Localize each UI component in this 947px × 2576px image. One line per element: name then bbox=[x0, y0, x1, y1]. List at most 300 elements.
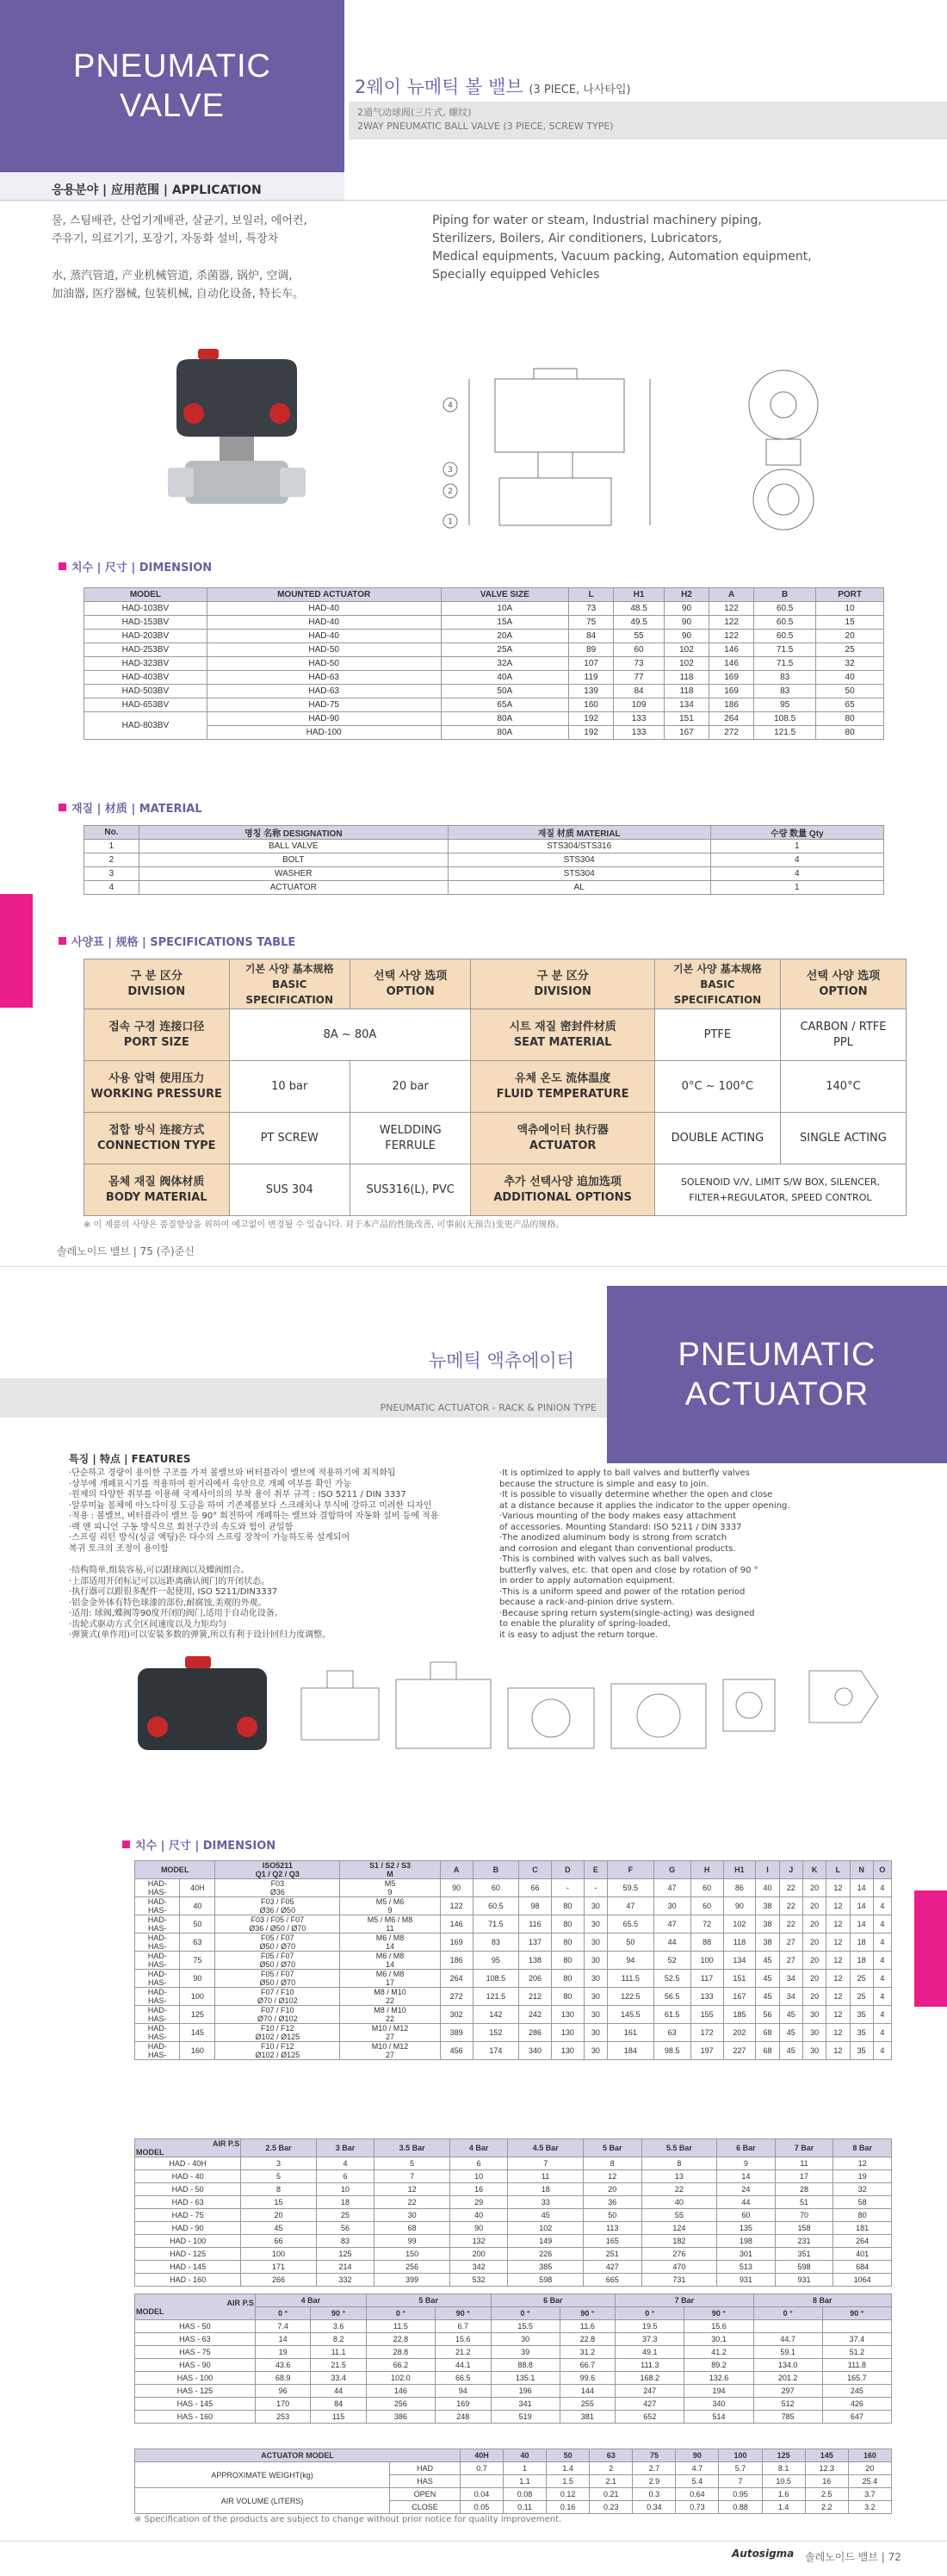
table-cell: 145 bbox=[180, 2024, 215, 2042]
feature-line: ·원제의 다양한 취부를 이용해 국제사이의의 부착 용이 취부 규격 : ISO 5211 / DIN 3337 bbox=[69, 1490, 406, 1499]
table-cell: F05 / F07 Ø50 / Ø70 bbox=[215, 1952, 340, 1970]
table-cell: 5 bbox=[241, 2170, 317, 2183]
table-cell: 40 bbox=[816, 671, 884, 685]
table-cell: 90 bbox=[664, 602, 709, 616]
table-cell: 60.5 bbox=[754, 616, 816, 630]
table-row bbox=[84, 643, 884, 657]
table-cell: 49.1 bbox=[616, 2346, 684, 2359]
column-header: 90 ° bbox=[684, 2307, 753, 2320]
callout-2: 2 bbox=[448, 487, 453, 496]
table-cell: 80 bbox=[551, 1934, 584, 1952]
table-cell: 1.4 bbox=[762, 2501, 805, 2514]
table-cell: HAD-203BV bbox=[84, 630, 207, 643]
table-cell: 1 bbox=[710, 840, 883, 853]
table-cell: 30 bbox=[584, 2006, 607, 2024]
spec-seat-option: CARBON / RTFE PPL bbox=[780, 1009, 906, 1061]
table-row bbox=[135, 2398, 892, 2411]
title-sub: (3 PIECE, 나사타입) bbox=[529, 84, 631, 96]
table-cell: 80 bbox=[551, 1970, 584, 1988]
table-cell: HAS - 100 bbox=[135, 2372, 256, 2385]
app-cn-line: 加油器, 医疗器械, 包装机械, 自动化设备, 特长车。 bbox=[52, 288, 305, 301]
table-cell: 71.5 bbox=[754, 643, 816, 657]
table-cell: 6 bbox=[316, 2170, 374, 2183]
table-cell: 155 bbox=[690, 2006, 723, 2024]
column-header: A bbox=[440, 1861, 473, 1879]
table-cell: 251 bbox=[583, 2248, 641, 2261]
table-cell: 33.4 bbox=[311, 2372, 366, 2385]
table-cell: 2.9 bbox=[633, 2475, 676, 2488]
application-heading: 응용분야 | 应用范围 | APPLICATION bbox=[52, 183, 262, 197]
feature-line: ·It is optimized to apply to ball valves and butterfly valves bbox=[499, 1468, 750, 1478]
table-cell: 20 bbox=[802, 1934, 826, 1952]
table-cell: 94 bbox=[608, 1952, 654, 1970]
table-cell: 20 bbox=[802, 1970, 826, 1988]
table-cell: 514 bbox=[684, 2411, 753, 2424]
table-cell: 22.8 bbox=[366, 2333, 435, 2346]
table-cell: BALL VALVE bbox=[139, 840, 448, 853]
table-cell: 194 bbox=[684, 2385, 753, 2398]
table-cell: 94 bbox=[436, 2385, 491, 2398]
table-cell: 513 bbox=[717, 2261, 776, 2274]
spec-conn-option: WELDDING FERRULE bbox=[350, 1113, 470, 1164]
spec-act-basic: DOUBLE ACTING bbox=[654, 1113, 780, 1164]
table-cell: 80 bbox=[551, 1897, 584, 1915]
table-cell: 121.5 bbox=[754, 726, 816, 740]
table-cell: 20 bbox=[816, 630, 884, 643]
table-cell: 45 bbox=[756, 1952, 779, 1970]
table-cell: 25 bbox=[850, 1970, 873, 1988]
actuator-dimension-heading bbox=[122, 1836, 275, 1853]
table-cell: 99 bbox=[374, 2235, 450, 2248]
table-cell: 4 bbox=[873, 2006, 891, 2024]
app-kr-line: 주유기, 의료기기, 포장기, 자동화 설비, 특장차 bbox=[52, 233, 279, 245]
table-row bbox=[84, 698, 884, 712]
table-cell: 60 bbox=[717, 2209, 776, 2222]
table-cell: 214 bbox=[316, 2261, 374, 2274]
table-cell: 134 bbox=[723, 1952, 756, 1970]
table-cell: 253 bbox=[255, 2411, 310, 2424]
feature-line: ·The anodized aluminum body is strong from scratch bbox=[499, 1533, 727, 1542]
table-cell: 2 bbox=[590, 2462, 633, 2475]
features-cn bbox=[69, 1566, 448, 1642]
table-cell: 161 bbox=[608, 2024, 654, 2042]
table-cell bbox=[753, 2320, 822, 2333]
table-cell: HAD - 145 bbox=[135, 2261, 241, 2274]
table-cell: 0.3 bbox=[633, 2488, 676, 2501]
table-header-row bbox=[84, 588, 884, 602]
table-cell: 60.5 bbox=[754, 602, 816, 616]
table-cell: 12 bbox=[826, 2042, 850, 2060]
table-cell: 11.1 bbox=[311, 2346, 366, 2359]
table-cell: 167 bbox=[723, 1988, 756, 2006]
table-cell: 29 bbox=[449, 2196, 508, 2209]
column-header: O bbox=[873, 1861, 891, 1879]
feature-line: ·Because spring return system(single-acting) was designed bbox=[499, 1608, 755, 1618]
table-cell: 44 bbox=[717, 2196, 776, 2209]
table-cell: 44.1 bbox=[436, 2359, 491, 2372]
column-header: N bbox=[850, 1861, 873, 1879]
table-row bbox=[84, 840, 884, 853]
table-cell: STS304 bbox=[448, 853, 710, 867]
table-cell: 142 bbox=[473, 2006, 519, 2024]
callout-4: 4 bbox=[448, 401, 453, 410]
table-cell: 90 bbox=[664, 630, 709, 643]
feature-line: ·结构简单,组装容易,可以跟球阀以及蝶阀组合。 bbox=[69, 1566, 250, 1575]
table-cell: 301 bbox=[717, 2248, 776, 2261]
table-cell: 598 bbox=[508, 2274, 584, 2287]
table-cell: 70 bbox=[775, 2209, 833, 2222]
callout-3: 3 bbox=[448, 466, 453, 475]
table-cell: 48.5 bbox=[614, 602, 665, 616]
table-cell: 11 bbox=[508, 2170, 584, 2183]
table-row bbox=[135, 2372, 892, 2385]
table-cell: 56 bbox=[756, 2006, 779, 2024]
table-body bbox=[135, 2157, 892, 2287]
corner-label: MODEL bbox=[136, 2306, 164, 2316]
table-cell: 50A bbox=[441, 685, 569, 698]
table-cell: 111.5 bbox=[608, 1970, 654, 1988]
actuator-note: ※ Specification of the products are subject to change without prior notice for quality improvement. bbox=[134, 2515, 562, 2524]
column-header bbox=[135, 2294, 256, 2320]
table-cell: 68 bbox=[756, 2024, 779, 2042]
table-body bbox=[84, 840, 884, 895]
table-cell: 427 bbox=[583, 2261, 641, 2274]
feature-line: 복귀 토크의 조정이 용이함 bbox=[69, 1543, 169, 1554]
table-cell: HAD - 160 bbox=[135, 2274, 241, 2287]
table-cell: 0.7 bbox=[460, 2462, 503, 2475]
table-cell: 146 bbox=[440, 1915, 473, 1934]
column-header: E bbox=[584, 1861, 607, 1879]
actuator-photo bbox=[125, 1641, 280, 1778]
table-cell: 12 bbox=[826, 1879, 850, 1897]
actuator-dimension-heading-text: 치수 | 尺寸 | DIMENSION bbox=[135, 1840, 276, 1853]
table-cell: 169 bbox=[440, 1934, 473, 1952]
table-cell: 102 bbox=[508, 2222, 584, 2235]
material-heading bbox=[59, 799, 202, 816]
table-cell: 132.6 bbox=[684, 2372, 753, 2385]
table-cell: 11.6 bbox=[560, 2320, 615, 2333]
table-cell: 399 bbox=[374, 2274, 450, 2287]
table-cell: 115 bbox=[311, 2411, 366, 2424]
table-cell: 50 bbox=[816, 685, 884, 698]
table-cell: 15 bbox=[816, 616, 884, 630]
table-cell: 77 bbox=[614, 671, 665, 685]
table-cell: HAD bbox=[390, 2462, 461, 2475]
spec-seat: 시트 재질 密封件材质 SEAT MATERIAL bbox=[471, 1009, 654, 1061]
table-cell: 20 bbox=[802, 1952, 826, 1970]
table-cell: 66.5 bbox=[436, 2372, 491, 2385]
table-cell: 200 bbox=[449, 2248, 508, 2261]
table-cell: 60 bbox=[614, 643, 665, 657]
table-cell: ACTUATOR bbox=[139, 881, 448, 895]
table-cell: 227 bbox=[723, 2042, 756, 2060]
table-row bbox=[135, 2042, 892, 2060]
table-cell: 172 bbox=[690, 2024, 723, 2042]
table-cell: 158 bbox=[775, 2222, 833, 2235]
table-row bbox=[84, 616, 884, 630]
table-cell: 52.5 bbox=[653, 1970, 690, 1988]
table-cell: 3 bbox=[84, 867, 139, 881]
table-cell: 25A bbox=[441, 643, 569, 657]
table-cell: 37.3 bbox=[616, 2333, 684, 2346]
table-cell: 25 bbox=[816, 643, 884, 657]
table-cell: 121.5 bbox=[473, 1988, 519, 2006]
table-cell: 8 bbox=[641, 2157, 717, 2170]
table-cell: 125 bbox=[316, 2248, 374, 2261]
table-cell: 65 bbox=[816, 698, 884, 712]
table-cell: 385 bbox=[508, 2261, 584, 2274]
table-cell: 3.6 bbox=[311, 2320, 366, 2333]
table-cell: 226 bbox=[508, 2248, 584, 2261]
table-row bbox=[135, 2488, 892, 2501]
table-cell: HAD- HAS- bbox=[135, 1897, 180, 1915]
table-cell: HAS - 50 bbox=[135, 2320, 256, 2333]
table-cell: 66.2 bbox=[366, 2359, 435, 2372]
table-cell: 80A bbox=[441, 726, 569, 740]
spec-temp-basic: 0°C ~ 100°C bbox=[654, 1061, 780, 1113]
column-header: 90 bbox=[676, 2449, 719, 2462]
spec-port-value: 8A ~ 80A bbox=[229, 1009, 471, 1061]
table-cell: 100 bbox=[241, 2248, 317, 2261]
table-cell: 151 bbox=[664, 712, 709, 726]
table-cell: 684 bbox=[833, 2261, 892, 2274]
table-cell: 47 bbox=[653, 1879, 690, 1897]
table-cell: 186 bbox=[440, 1952, 473, 1970]
column-header: B bbox=[473, 1861, 519, 1879]
title-kr: 2웨이 뉴메틱 볼 밸브 bbox=[355, 77, 523, 97]
table-cell: HAD - 63 bbox=[135, 2196, 241, 2209]
table-cell: 146 bbox=[709, 657, 754, 671]
table-cell: 20 bbox=[802, 1879, 826, 1897]
table-cell: 4 bbox=[710, 853, 883, 867]
table-cell: 130 bbox=[551, 2006, 584, 2024]
table-cell: - bbox=[551, 1879, 584, 1897]
material-heading-text: 재질 | 材质 | MATERIAL bbox=[71, 803, 202, 816]
table-cell: 931 bbox=[775, 2274, 833, 2287]
page-title bbox=[355, 73, 631, 99]
table-cell: 122 bbox=[440, 1897, 473, 1915]
table-cell: 32 bbox=[816, 657, 884, 671]
table-cell: 12 bbox=[826, 1915, 850, 1934]
table-cell: 0.04 bbox=[460, 2488, 503, 2501]
autosigma-logo: Autosigma bbox=[732, 2548, 795, 2560]
table-row bbox=[135, 2411, 892, 2424]
table-row bbox=[135, 2222, 892, 2235]
table-cell: 18 bbox=[850, 1934, 873, 1952]
feature-line: and corrosion and elegant than conventional products. bbox=[499, 1543, 736, 1554]
table-cell: 133 bbox=[614, 726, 665, 740]
table-cell: 24 bbox=[717, 2183, 776, 2196]
table-cell: 100 bbox=[180, 1988, 215, 2006]
column-header: 4 Bar bbox=[255, 2294, 366, 2307]
table-cell: HAD- HAS- bbox=[135, 2006, 180, 2024]
table-cell: M10 / M12 27 bbox=[340, 2024, 440, 2042]
table-cell: 71.5 bbox=[473, 1915, 519, 1934]
spec-note: ※ 이 제품의 사양은 품질향상을 위하여 예고없이 변경될 수 있습니다. 对于本产品的性能改善, 可事前(无预告)变更产品的规格。 bbox=[84, 1220, 565, 1230]
spec-pressure-basic: 10 bar bbox=[229, 1061, 350, 1113]
table-cell: 18 bbox=[508, 2183, 584, 2196]
table-cell: 19.5 bbox=[616, 2320, 684, 2333]
table-cell: 149 bbox=[508, 2235, 584, 2248]
table-cell: 264 bbox=[440, 1970, 473, 1988]
table-cell: 519 bbox=[491, 2411, 560, 2424]
divider bbox=[0, 200, 947, 201]
table-cell: 40 bbox=[180, 1897, 215, 1915]
table-cell: 665 bbox=[583, 2274, 641, 2287]
table-cell: 20 bbox=[802, 1915, 826, 1934]
table-row bbox=[84, 881, 884, 895]
column-header: S1 / S2 / S3 M bbox=[340, 1861, 440, 1879]
table-cell: 785 bbox=[753, 2411, 822, 2424]
application-kr bbox=[52, 212, 307, 248]
column-header: 75 bbox=[633, 2449, 676, 2462]
table-cell: 72 bbox=[690, 1915, 723, 1934]
hero-pneumatic-actuator bbox=[607, 1286, 947, 1463]
table-cell: 197 bbox=[690, 2042, 723, 2060]
table-row bbox=[135, 2209, 892, 2222]
table-cell: 83 bbox=[754, 685, 816, 698]
table-cell: HAD-63 bbox=[207, 685, 441, 698]
column-header: PORT bbox=[816, 588, 884, 602]
table-cell: 20 bbox=[583, 2183, 641, 2196]
table-cell: 61.5 bbox=[653, 2006, 690, 2024]
table-cell: 38 bbox=[756, 1897, 779, 1915]
table-cell: 0.95 bbox=[719, 2488, 762, 2501]
table-cell: 80 bbox=[551, 1915, 584, 1934]
table-cell: 1 bbox=[504, 2462, 547, 2475]
table-cell: 90 bbox=[440, 1879, 473, 1897]
table-row bbox=[135, 2170, 892, 2183]
table-cell: 30 bbox=[584, 1988, 607, 2006]
table-cell: 247 bbox=[616, 2385, 684, 2398]
table-cell: 15 bbox=[241, 2196, 317, 2209]
table-cell: M6 / M8 14 bbox=[340, 1934, 440, 1952]
table-cell: HAD - 100 bbox=[135, 2235, 241, 2248]
table-cell: 10.5 bbox=[762, 2475, 805, 2488]
table-cell: 151 bbox=[723, 1970, 756, 1988]
table-cell: 34 bbox=[779, 1988, 802, 2006]
table-cell: 18 bbox=[316, 2196, 374, 2209]
table-cell: 135 bbox=[717, 2222, 776, 2235]
table-cell: 84 bbox=[569, 630, 614, 643]
table-cell: 39 bbox=[491, 2346, 560, 2359]
table-cell: 14 bbox=[850, 1915, 873, 1934]
table-row bbox=[135, 2385, 892, 2398]
specifications-table bbox=[84, 959, 907, 1216]
table-cell: 118 bbox=[723, 1934, 756, 1952]
table-cell: 40H bbox=[180, 1879, 215, 1897]
table-cell: HAD-50 bbox=[207, 657, 441, 671]
callout-1: 1 bbox=[448, 518, 453, 526]
table-cell: 0.12 bbox=[547, 2488, 590, 2501]
table-cell: 4 bbox=[873, 2024, 891, 2042]
table-cell: HAS bbox=[390, 2475, 461, 2488]
feature-line: it is easy to adjust the return torque. bbox=[499, 1629, 659, 1640]
table-cell: 59.1 bbox=[753, 2346, 822, 2359]
column-header: 50 bbox=[547, 2449, 590, 2462]
table-cell: 144 bbox=[560, 2385, 615, 2398]
table-cell: 4 bbox=[873, 1879, 891, 1897]
spec-additional-value: SOLENOID V/V, LIMIT S/W BOX, SILENCER, FILTER+REGULATOR, SPEED CONTROL bbox=[654, 1164, 906, 1216]
table-cell: 80 bbox=[816, 712, 884, 726]
table-cell: 5.7 bbox=[719, 2462, 762, 2475]
valve-dimension-table bbox=[84, 587, 884, 740]
table-cell: 38 bbox=[756, 1934, 779, 1952]
table-cell: 2.5 bbox=[805, 2488, 848, 2501]
table-cell: 5 bbox=[374, 2157, 450, 2170]
table-cell: 17 bbox=[775, 2170, 833, 2183]
table-row bbox=[135, 1897, 892, 1915]
table-cell: 255 bbox=[560, 2398, 615, 2411]
feature-line: ·랙 앤 피니언 구동 방식으로 회전구간의 속도와 힘이 균일함 bbox=[69, 1522, 294, 1532]
spec-port-size: 접속 구경 连接口径 PORT SIZE bbox=[84, 1009, 230, 1061]
table-cell: 276 bbox=[641, 2248, 717, 2261]
table-cell: 0.34 bbox=[633, 2501, 676, 2514]
table-cell: 47 bbox=[608, 1897, 654, 1915]
table-row bbox=[135, 2006, 892, 2024]
table-cell: 111.3 bbox=[616, 2359, 684, 2372]
table-cell: 83 bbox=[754, 671, 816, 685]
table-row bbox=[135, 2235, 892, 2248]
spec-actuator: 액츄에이터 执行器 ACTUATOR bbox=[471, 1113, 654, 1164]
table-cell: F03 / F05 Ø36 / Ø50 bbox=[215, 1897, 340, 1915]
table-cell: 0.21 bbox=[590, 2488, 633, 2501]
table-cell: 132 bbox=[449, 2235, 508, 2248]
table-cell: 88 bbox=[690, 1934, 723, 1952]
table-cell: F10 / F12 Ø102 / Ø125 bbox=[215, 2042, 340, 2060]
table-cell: HAD-103BV bbox=[84, 602, 207, 616]
table-cell: 3 bbox=[241, 2157, 317, 2170]
table-cell: 192 bbox=[569, 712, 614, 726]
table-cell: 12 bbox=[826, 1988, 850, 2006]
table-cell: 2.1 bbox=[590, 2475, 633, 2488]
table-cell: 45 bbox=[779, 2006, 802, 2024]
table-cell: 102 bbox=[664, 643, 709, 657]
table-cell: 297 bbox=[753, 2385, 822, 2398]
weight-air-table bbox=[134, 2449, 892, 2514]
table-cell: 44 bbox=[653, 1934, 690, 1952]
table-cell: 7.4 bbox=[255, 2320, 310, 2333]
table-cell: 107 bbox=[569, 657, 614, 671]
table-cell: HAD-503BV bbox=[84, 685, 207, 698]
feature-line: ·스프링 리턴 방식(싱글 액팅)은 다수의 스프링 장착이 가능하도록 설계되어 bbox=[69, 1533, 350, 1542]
table-cell: 4 bbox=[873, 1952, 891, 1970]
table-cell: 63 bbox=[180, 1934, 215, 1952]
table-cell: 20 bbox=[848, 2462, 891, 2475]
feature-line: because the structure is simple and easy to join. bbox=[499, 1479, 709, 1489]
table-cell: 80 bbox=[551, 1988, 584, 2006]
table-cell: F03 Ø36 bbox=[215, 1879, 340, 1897]
table-cell: 4 bbox=[316, 2157, 374, 2170]
side-tab-marker bbox=[0, 894, 33, 1008]
feature-line: ·适用: 球阀,蝶阀等90度开闭的阀门,适用于自动化设备。 bbox=[69, 1609, 283, 1618]
table-cell: AL bbox=[448, 881, 710, 895]
table-cell: HAD- HAS- bbox=[135, 1934, 180, 1952]
table-cell: 16 bbox=[449, 2183, 508, 2196]
column-header: 8 Bar bbox=[753, 2294, 891, 2307]
table-cell: 30 bbox=[584, 1952, 607, 1970]
table-row bbox=[135, 1915, 892, 1934]
table-cell: 264 bbox=[709, 712, 754, 726]
column-header: 90 ° bbox=[436, 2307, 491, 2320]
table-cell: 286 bbox=[519, 2024, 552, 2042]
table-cell: 60 bbox=[690, 1879, 723, 1897]
column-header: L bbox=[569, 588, 614, 602]
table-cell: 342 bbox=[449, 2261, 508, 2274]
table-cell: 8 bbox=[583, 2157, 641, 2170]
app-kr-line: 물, 스팀배관, 산업기계배관, 살균기, 보일러, 에어컨, bbox=[52, 214, 307, 227]
feature-line: ·齿轮式驱动方式全区间速度以及力矩均匀 bbox=[69, 1619, 227, 1629]
